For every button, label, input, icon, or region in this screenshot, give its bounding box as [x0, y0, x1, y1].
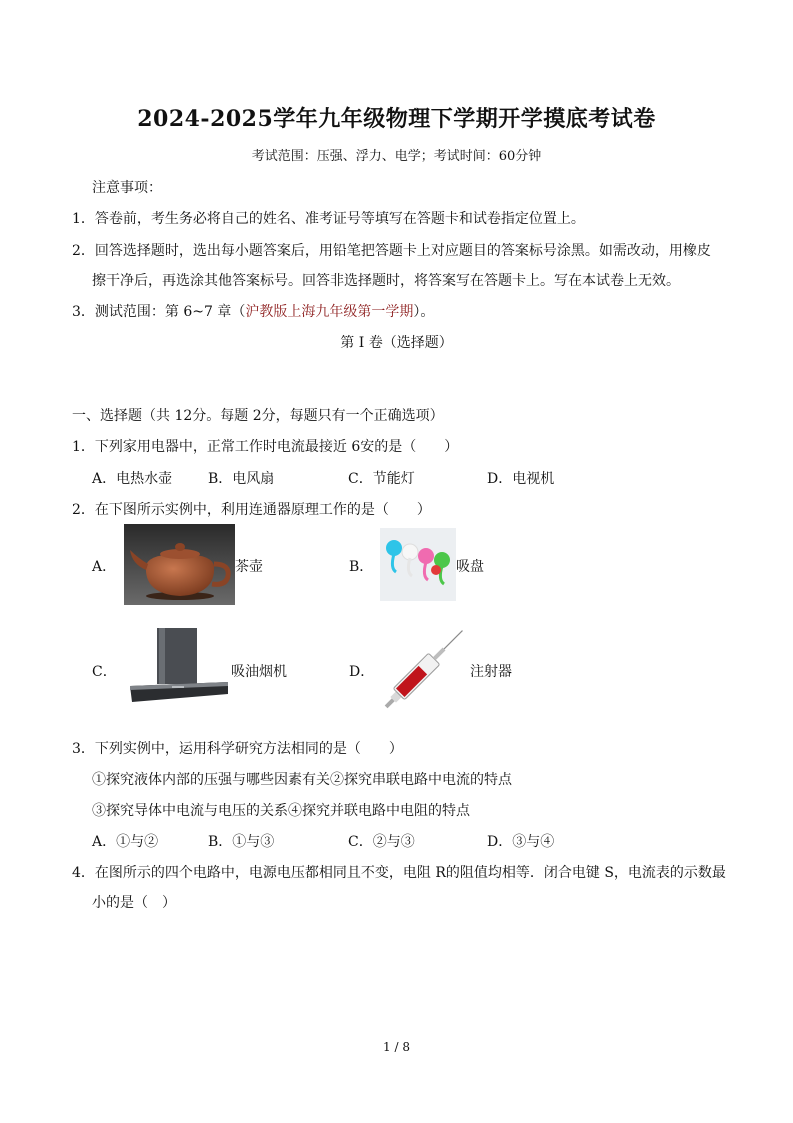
- q3-line-1: ①探究液体内部的压强与哪些因素有关②探究串联电路中电流的特点: [92, 772, 512, 788]
- q1-option-a: A．电热水壶: [92, 471, 173, 487]
- teapot-icon: [124, 524, 235, 605]
- notice-3: [72, 301, 434, 321]
- q1-option-b: B．电风扇: [208, 471, 275, 487]
- exam-subtitle: 考试范围：压强、浮力、电学；考试时间：60分钟: [251, 149, 542, 164]
- q3-option-a: A．①与②: [92, 834, 159, 850]
- q2-option-d-letter: D．: [349, 664, 375, 680]
- suction-cup-icon: [380, 528, 456, 601]
- q3-option-b: B．①与③: [208, 834, 275, 850]
- notice-2: 2．回答选择题时，选出每小题答案后，用铅笔把答题卡上对应题目的答案标号涂黑。如需改动，用橡皮: [72, 243, 711, 259]
- q4-line-2: 小的是（ ）: [92, 895, 176, 911]
- q2-option-b-letter: B．: [349, 559, 374, 575]
- notice-heading: 注意事项：: [92, 180, 162, 196]
- q2-option-c-label: 吸油烟机: [231, 664, 287, 680]
- q2-option-b-label: 吸盘: [456, 559, 484, 575]
- section-title: 第 I 卷（选择题）: [340, 335, 453, 351]
- q2-option-a-label: 茶壶: [235, 559, 263, 575]
- q2-stem: 2．在下图所示实例中，利用连通器原理工作的是（ ）: [72, 502, 431, 518]
- syringe-icon: [382, 626, 468, 710]
- q3-stem: 3．下列实例中，运用科学研究方法相同的是（ ）: [72, 741, 403, 757]
- q1-option-c: C．节能灯: [348, 471, 415, 487]
- notice-3-prefix: 3．测试范围：第 6~7 章（: [72, 304, 246, 320]
- notice-1: 1．答卷前，考生务必将自己的姓名、准考证号等填写在答题卡和试卷指定位置上。: [72, 211, 585, 227]
- part-heading: 一、选择题（共 12分。每题 2分，每题只有一个正确选项）: [72, 408, 444, 424]
- q3-option-d: D．③与④: [487, 834, 555, 850]
- notice-2-cont: 擦干净后，再选涂其他答案标号。回答非选择题时，将答案写在答题卡上。写在本试卷上无效。: [92, 273, 680, 289]
- q2-option-c-letter: C．: [92, 664, 117, 680]
- q3-option-c: C．②与③: [348, 834, 415, 850]
- range-hood-icon: [124, 626, 232, 706]
- q2-option-a-letter: A．: [92, 559, 117, 575]
- exam-title: 2024-2025学年九年级物理下学期开学摸底考试卷: [137, 106, 656, 132]
- q2-option-d-label: 注射器: [470, 664, 512, 680]
- q3-line-2: ③探究导体中电流与电压的关系④探究并联电路中电阻的特点: [92, 803, 470, 819]
- q1-stem: 1．下列家用电器中，正常工作时电流最接近 6安的是（ ）: [72, 439, 459, 455]
- q4-line-1: 4．在图所示的四个电路中，电源电压都相同且不变，电阻 R的阻值均相等．闭合电键 S，电流表的示数最: [72, 865, 726, 881]
- page-number: 1 / 8: [383, 1040, 410, 1054]
- notice-3-suffix: ）。: [413, 304, 435, 320]
- q1-option-d: D．电视机: [487, 471, 555, 487]
- notice-3-highlight: 沪教版上海九年级第一学期: [245, 304, 414, 320]
